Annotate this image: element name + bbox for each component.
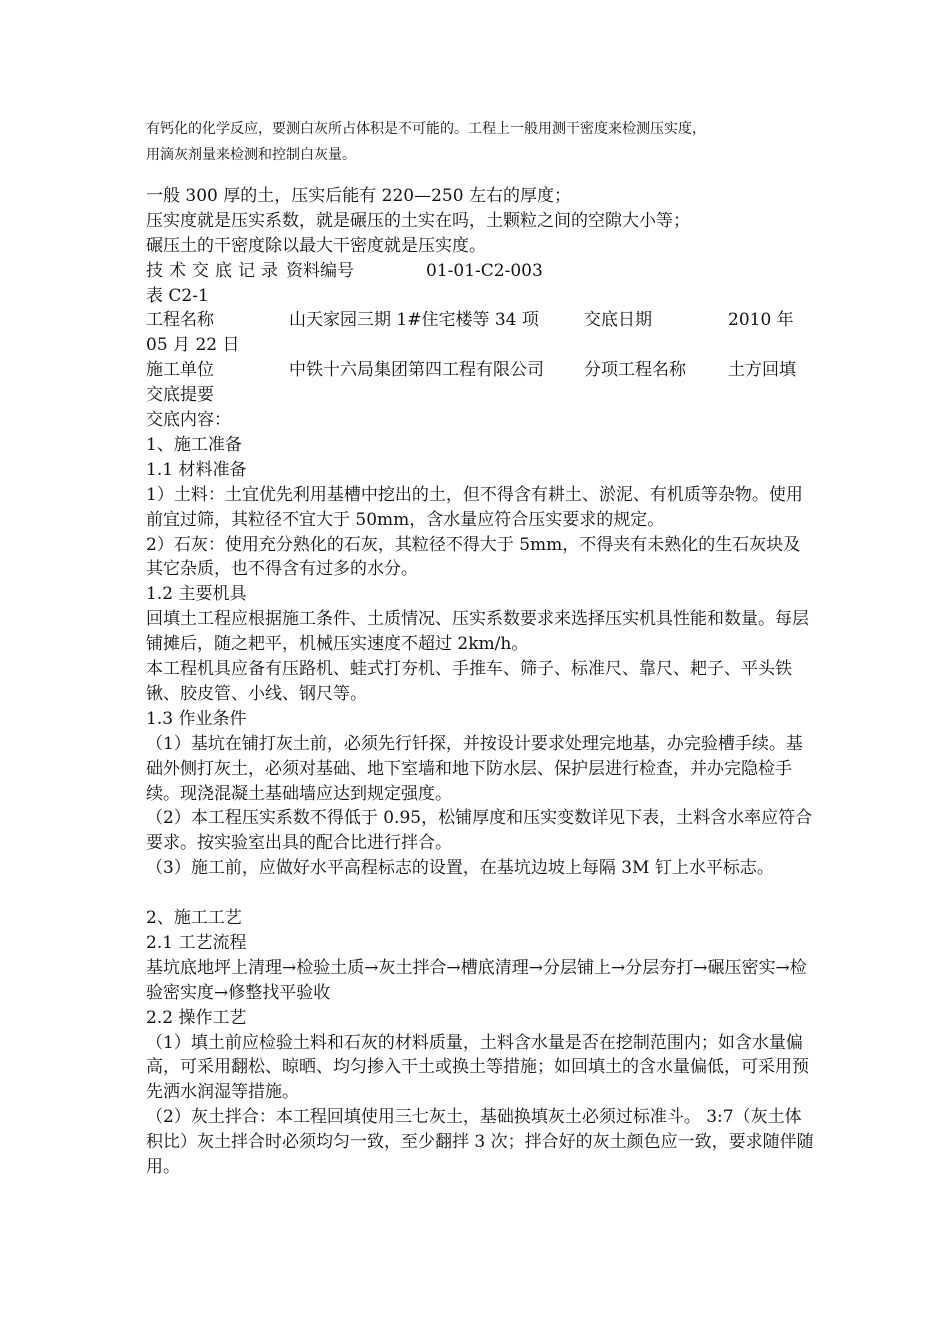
paragraph: （1）基坑在铺打灰土前，必须先行钎探，并按设计要求处理完地基，办完验槽手续。基础外侧打灰土，必须对基础、地下室墙和地下防水层、保护层进行检查，并办完隐检手续。现浇混凝土基础墙应达到规定强度。 (146, 733, 803, 804)
section-heading: 2、施工工艺 (146, 908, 242, 929)
intro-paragraph (146, 116, 816, 168)
date-rest: 05 月 22 日 (146, 335, 240, 356)
summary-label: 交底提要 (146, 385, 214, 406)
document-body (146, 184, 816, 1180)
unit-label: 施工单位 (146, 360, 214, 381)
paragraph: （3）施工前，应做好水平高程标志的设置，在基坑边坡上每隔 3M 钉上水平标志。 (146, 858, 774, 879)
paragraph: （2）本工程压实系数不得低于 0.95，松铺厚度和压实变数详见下表，土料含水率应符合要求。按实验室出具的配合比进行拌合。 (146, 808, 813, 854)
record-title: 技术交底记录 (146, 260, 284, 281)
subsection-heading: 2.2 操作工艺 (146, 1007, 247, 1028)
table-no: 表 C2-1 (146, 285, 209, 306)
intro-line: 有钙化的化学反应，要测白灰所占体积是不可能的。工程上一般用测干密度来检测压实度， (146, 121, 706, 137)
section-heading: 1、施工准备 (146, 434, 242, 455)
project-label: 工程名称 (146, 310, 214, 331)
subitem-name: 土方回填 (728, 360, 796, 381)
paragraph: 2）石灰：使用充分熟化的石灰，其粒径不得大于 5mm，不得夹有未熟化的生石灰块及其它杂质，也不得含有过多的水分。 (146, 534, 801, 580)
subsection-heading: 1.3 作业条件 (146, 708, 247, 729)
subitem-label: 分项工程名称 (584, 360, 686, 381)
subsection-heading: 1.1 材料准备 (146, 459, 247, 480)
paragraph: 回填土工程应根据施工条件、土质情况、压实系数要求来选择压实机具性能和数量。每层铺摊后，随之耙平，机械压实速度不超过 2km/h。 (146, 609, 809, 655)
paragraph: 本工程机具应备有压路机、蛙式打夯机、手推车、筛子、标准尺、靠尺、耙子、平头铁锹、胶皮管、小线、钢尺等。 (146, 659, 792, 704)
doc-no-label: 资料编号 (286, 260, 354, 281)
intro-line: 用滴灰剂量来检测和控制白灰量。 (146, 147, 356, 163)
project-row (146, 308, 816, 333)
doc-no: 01-01-C2-003 (426, 260, 543, 281)
unit-row (146, 358, 816, 383)
record-title-row (146, 259, 816, 284)
subsection-heading: 2.1 工艺流程 (146, 932, 247, 953)
paragraph: 1）土料：土宜优先利用基槽中挖出的土，但不得含有耕土、淤泥、有机质等杂物。使用前宜过筛，其粒径不宜大于 50mm，含水量应符合压实要求的规定。 (146, 484, 803, 530)
note-line: 一般 300 厚的土，压实后能有 220—250 左右的厚度； (146, 186, 571, 206)
unit-name: 中铁十六局集团第四工程有限公司 (289, 360, 544, 381)
subsection-heading: 1.2 主要机具 (146, 584, 247, 605)
paragraph: （2）灰土拌合：本工程回填使用三七灰土，基础换填灰土必须过标准斗。 3:7（灰土体积比）灰土拌合时必须均匀一致，至少翻拌 3 次；拌合好的灰土颜色应一致，要求随伴随用。 (146, 1107, 814, 1178)
paragraph: 基坑底地坪上清理→检验土质→灰土拌合→槽底清理→分层铺上→分层夯打→碾压密实→检验密实度→修整找平验收 (146, 957, 807, 1003)
note-line: 碾压土的干密度除以最大干密度就是压实度。 (146, 235, 486, 256)
paragraph: （1）填土前应检验土料和石灰的材料质量，土料含水量是否在挖制范围内；如含水量偏高，可采用翻松、晾晒、均匀掺入干土或换土等措施；如回填土的含水量偏低，可采用预先洒水润湿等措施。 (146, 1032, 809, 1103)
spacer (146, 881, 816, 906)
date-label: 交底日期 (584, 310, 652, 331)
note-line: 压实度就是压实系数，就是碾压的土实在吗，土颗粒之间的空隙大小等； (146, 210, 690, 231)
content-label: 交底内容： (146, 410, 231, 431)
project-name: 山天家园三期 1#住宅楼等 34 项 (289, 310, 539, 331)
date-year: 2010 年 (728, 310, 794, 331)
